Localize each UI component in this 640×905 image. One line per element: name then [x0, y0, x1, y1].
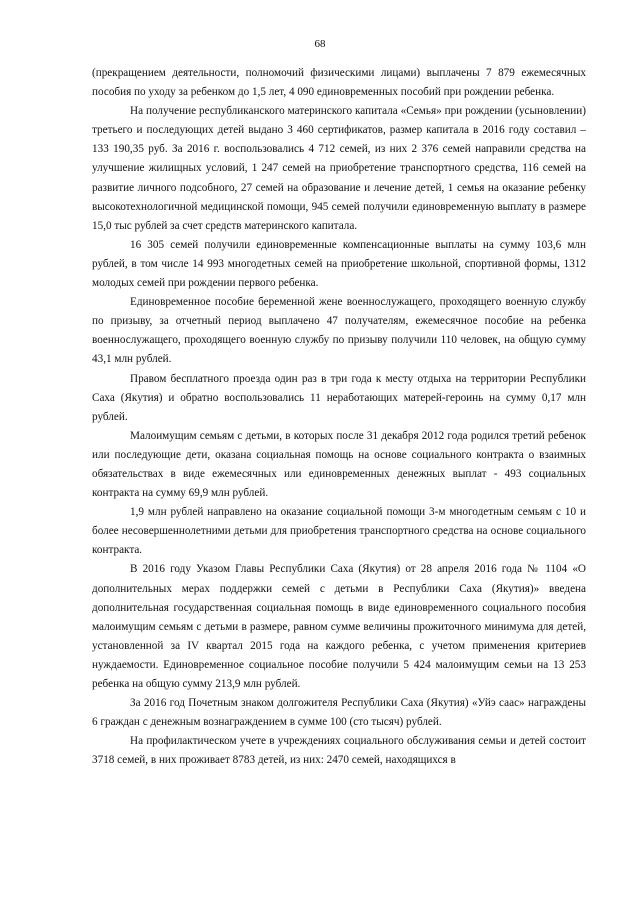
paragraph-longevity-award: За 2016 год Почетным знаком долгожителя Республики Саха (Якутия) «Уйэ саас» награждены 6 граждан с денежным вознаграждением в сумме 100 (сто тысяч) рублей.: [92, 697, 586, 729]
paragraph-continuation: (прекращением деятельности, полномочий физическими лицами) выплачены 7 879 ежемесячных пособия по уходу за ребенком до 1,5 лет, 4 090 единовременных пособий при рождении ребенка.: [92, 67, 586, 99]
page-number: 68: [314, 38, 326, 50]
paragraph-large-families-transport: 1,9 млн рублей направлено на оказание социальной помощи 3-м многодетным семьям с 10 и более несовершеннолетними детьми для приобретения транспортного средства на основе социального контракта.: [92, 506, 586, 557]
paragraph-military-benefits: Единовременное пособие беременной жене военнослужащего, проходящего военную службу по призыву, за отчетный период выплачено 47 получателям, ежемесячное пособие на ребенка военнослужащего, проходящего военную службу по призыву получили 110 человек, на общую сумму 43,1 млн рублей.: [92, 296, 586, 366]
paragraph-maternity-capital: На получение республиканского материнского капитала «Семья» при рождении (усыновлении) третьего и последующих детей выдано 3 460 сертификатов, размер капитала в 2016 году составил – 133 190,35 руб. За 2016 г. воспользовались 4 712 семей, из них 2 376 семей направили средства на улучшение жилищных условий, 1 247 семей на приобретение транспортного средства, 116 семей на развитие личного подсобного, 27 семей на образование и лечение детей, 1 семья на оказание ребенку высокотехнологичной медицинской помощи, 945 семей получили единовременную выплату в размере 15,0 тыс рублей за счет средств материнского капитала.: [92, 105, 586, 232]
paragraph-preventive-register: На профилактическом учете в учреждениях социального обслуживания семьи и детей состоит 3718 семей, в них проживает 8783 детей, из них: 2470 семей, находящихся в: [92, 735, 586, 767]
paragraph-social-contract: Малоимущим семьям с детьми, в которых после 31 декабря 2012 года родился третий ребенок или последующие дети, оказана социальная помощь на основе социального контракта о взаимных обязательствах в виде ежемесячных или единовременных денежных выплат - 493 социальных контракта на сумму 69,9 млн рублей.: [92, 429, 586, 500]
paragraph-free-travel: Правом бесплатного проезда один раз в три года к месту отдыха на территории Республики Саха (Якутия) и обратно воспользовались 11 неработающих матерей-героинь на сумму 0,17 млн рублей.: [92, 372, 586, 423]
paragraph-decree-1104: В 2016 году Указом Главы Республики Саха (Якутия) от 28 апреля 2016 года № 1104 «О дополнительных мерах поддержки семей с детьми в Республики Саха (Якутия)» введена дополнительная государственная социальная помощь в виде единовременного социального пособия малоимущим семьям с детьми в размере, равном сумме величины прожиточного минимума для детей, установленной за IV квартал 2015 года на каждого ребенка, с учетом применения критериев нуждаемости. Единовременное социальное пособие получили 5 424 малоимущим семьи на 13 253 ребенка на общую сумму 213,9 млн рублей.: [92, 563, 586, 690]
page-body: [92, 0, 586, 770]
paragraph-compensation-payments: 16 305 семей получили единовременные компенсационные выплаты на сумму 103,6 млн рублей, в том числе 14 993 многодетных семей на приобретение школьной, спортивной формы, 1312 молодых семей при рождении первого ребенка.: [92, 238, 586, 290]
